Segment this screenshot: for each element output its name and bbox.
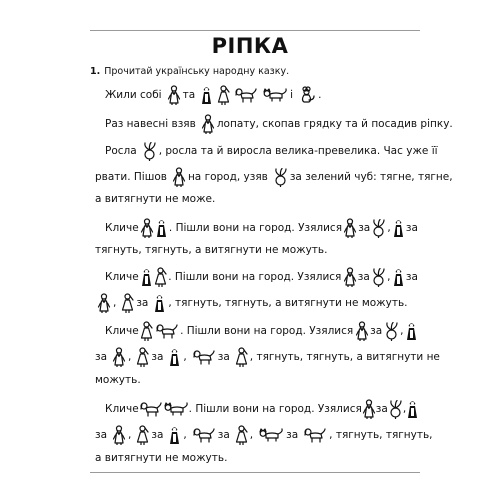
grandma-icon — [153, 293, 166, 313]
grandpa-icon — [362, 399, 376, 419]
story-text-fragment: , — [387, 271, 391, 283]
granddaughter-icon — [121, 293, 134, 313]
story-text-fragment: Кличе — [105, 403, 139, 415]
granddaughter-icon — [235, 347, 248, 367]
story-text-fragment: за — [151, 351, 164, 363]
granddaughter-icon — [235, 425, 248, 445]
story-text-fragment: , — [128, 351, 132, 363]
story-text-fragment: рвати. Пішов — [95, 171, 167, 183]
story-text-fragment: , — [387, 222, 391, 234]
grandma-icon — [392, 267, 405, 287]
turnip-icon — [388, 400, 403, 419]
story-text-fragment: , — [183, 351, 187, 363]
grandpa-icon — [97, 293, 111, 313]
story-text-fragment: та — [182, 89, 196, 101]
story-text-fragment: . Пішли вони на город. Узялися — [188, 403, 362, 415]
grandma-icon — [392, 218, 405, 238]
story-text-fragment: за — [217, 351, 230, 363]
dog-icon — [192, 427, 216, 443]
dog-icon — [234, 87, 258, 103]
story-text-fragment: за — [405, 271, 418, 283]
grandma-icon — [406, 399, 419, 419]
story-line — [95, 188, 218, 210]
story-text-fragment: , — [402, 403, 407, 415]
grandpa-icon — [167, 85, 181, 105]
story-text-fragment: Кличе — [105, 325, 139, 337]
story-text-fragment: . Пішли вони на город. Узялися — [168, 271, 342, 283]
turnip-icon — [142, 142, 157, 161]
dog-icon — [192, 349, 216, 365]
task-heading — [90, 66, 289, 77]
grandpa-icon — [343, 267, 357, 287]
story-text-fragment: Раз навесні взяв — [105, 118, 196, 130]
story-text-fragment: за — [95, 351, 108, 363]
turnip-icon — [384, 322, 399, 341]
story-line — [105, 398, 418, 420]
cat-icon — [258, 428, 284, 442]
grandpa-icon — [112, 425, 126, 445]
story-text-fragment: за — [151, 429, 164, 441]
story-text-fragment: за — [95, 429, 108, 441]
story-text-fragment: , тягнуть, тягнуть, — [329, 429, 433, 441]
grandma-icon — [168, 347, 181, 367]
story-line — [95, 346, 443, 368]
grandpa-icon — [172, 167, 186, 187]
story-text-fragment: Кличе — [105, 271, 139, 283]
story-text-fragment: . Пішли вони на город. Узялися — [168, 222, 343, 234]
grandpa-icon — [201, 114, 215, 134]
dog-icon — [303, 427, 327, 443]
story-text-fragment: , — [113, 297, 117, 309]
grandpa-icon — [355, 321, 369, 341]
story-line — [105, 266, 418, 288]
story-text-fragment: за — [136, 297, 149, 309]
dog-icon — [139, 401, 163, 417]
story-text-fragment: за — [358, 222, 371, 234]
grandma-icon — [405, 321, 418, 341]
story-line — [105, 217, 418, 239]
turnip-icon — [273, 168, 288, 187]
story-text-fragment: Росла — [105, 145, 137, 157]
story-line — [105, 140, 441, 162]
grandpa-icon — [140, 218, 154, 238]
turnip-icon — [371, 219, 386, 238]
granddaughter-icon — [154, 267, 167, 287]
story-text-fragment: на город, узяв — [187, 171, 268, 183]
story-text-fragment: і — [290, 89, 294, 101]
story-text-fragment: за — [357, 271, 370, 283]
turnip-icon — [371, 268, 386, 287]
story-text-fragment: за — [370, 325, 383, 337]
task-number: 1. — [90, 66, 101, 77]
grandma-icon — [168, 425, 181, 445]
grandma-icon — [155, 218, 168, 238]
story-text-fragment: за — [217, 429, 230, 441]
story-text-fragment: за — [286, 429, 299, 441]
bottom-rule — [90, 472, 420, 473]
story-line — [95, 369, 144, 391]
story-text-fragment: , — [400, 325, 404, 337]
story-line — [95, 447, 230, 469]
story-text-fragment: за — [375, 403, 388, 415]
story-line — [105, 84, 324, 106]
mouse-icon — [298, 86, 316, 104]
page-title: РІПКА — [211, 34, 289, 58]
story-text-fragment: а витягнути не можуть. — [95, 452, 228, 464]
story-line — [95, 166, 456, 188]
story-text-fragment: тягнуть, тягнуть, а витягнути не можуть. — [95, 244, 328, 256]
granddaughter-icon — [140, 321, 153, 341]
story-line — [95, 424, 436, 446]
story-text-fragment: , — [183, 429, 187, 441]
granddaughter-icon — [217, 85, 230, 105]
cat-icon — [262, 88, 288, 102]
story-text-fragment: . — [318, 89, 322, 101]
story-text-fragment: можуть. — [95, 374, 141, 386]
task-instruction: Прочитай українську народну казку. — [104, 66, 290, 77]
granddaughter-icon — [136, 347, 149, 367]
story-line — [105, 320, 418, 342]
story-text-fragment: , росла та й виросла велика-превелика. Час уже її — [158, 145, 438, 157]
story-text-fragment: . Пішли вони на город. Узялися — [180, 325, 354, 337]
granddaughter-icon — [136, 425, 149, 445]
story-line — [95, 292, 410, 314]
story-text-fragment: Кличе — [105, 222, 139, 234]
story-text-fragment: , тягнуть, тягнуть, а витягнути не — [249, 351, 440, 363]
grandma-icon — [140, 267, 153, 287]
grandpa-icon — [343, 218, 357, 238]
story-text-fragment: , тягнуть, тягнуть, а витягнути не можуть. — [168, 297, 408, 309]
cat-icon — [163, 402, 189, 416]
top-rule — [90, 30, 420, 31]
story-text-fragment: Жили собі — [105, 89, 162, 101]
grandma-icon — [200, 85, 213, 105]
story-text-fragment: за зелений чуб: тягне, тягне, — [289, 171, 453, 183]
story-text-fragment: лопату, скопав грядку та й посадив ріпку. — [216, 118, 453, 130]
story-text-fragment: , — [128, 429, 132, 441]
story-text-fragment: за — [405, 222, 418, 234]
story-text-fragment: , — [249, 429, 254, 441]
story-line — [95, 239, 330, 261]
story-text-fragment: а витягнути не може. — [95, 193, 216, 205]
story-line — [105, 113, 456, 135]
dog-icon — [155, 323, 179, 339]
grandpa-icon — [112, 347, 126, 367]
